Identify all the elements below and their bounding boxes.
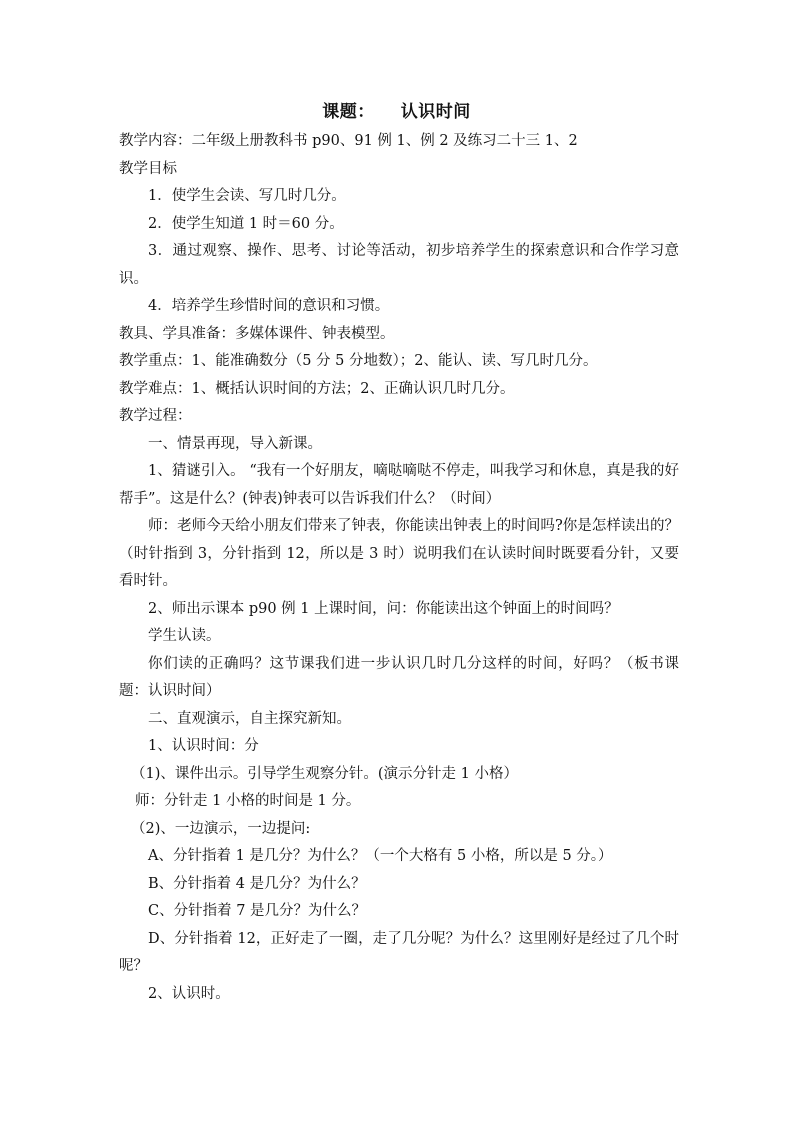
paragraph: 教学目标 — [119, 160, 177, 177]
paragraph: 1、猜谜引入。 “我有一个好朋友，嘀哒嘀哒不停走，叫我学习和休息，真是我的好帮手”。这是什么？(钟表)钟表可以告诉我们什么？（时间） — [119, 463, 679, 507]
paragraph: 师：老师今天给小朋友们带来了钟表，你能读出钟表上的时间吗?你是怎样读出的？（时针指到 3，分针指到 12，所以是 3 时）说明我们在认读时间时既要看分针，又要看时针。 — [119, 518, 679, 589]
paragraph: 4．培养学生珍惜时间的意识和习惯。 — [148, 298, 390, 314]
paragraph: 你们读的正确吗？这节课我们进一步认识几时几分这样的时间，好吗？（板书课题：认识时间） — [119, 655, 679, 699]
paragraph: 教学过程： — [119, 408, 192, 424]
paragraph: 1、认识时间：分 — [148, 738, 259, 754]
lesson-title — [0, 97, 793, 122]
lesson-title-text: 认识时间 — [400, 102, 471, 122]
paragraph: 师：分针走 1 小格的时间是 1 分。 — [135, 793, 361, 809]
paragraph: 学生认读。 — [148, 628, 221, 644]
lesson-body — [119, 128, 679, 1008]
paragraph: （1)、课件出示。引导学生观察分针。(演示分针走 1 小格） — [131, 765, 518, 782]
paragraph: 2、师出示课本 p90 例 1 上课时间，问：你能读出这个钟面上的时间吗？ — [148, 600, 619, 617]
paragraph: 二、直观演示，自主探究新知。 — [148, 710, 351, 727]
paragraph: 教学内容：二年级上册教科书 p90、91 例 1、例 2 及练习二十三 1、2 — [119, 133, 578, 149]
paragraph: （2)、一边演示，一边提问: — [131, 820, 311, 837]
paragraph: 教具、学具准备：多媒体课件、钟表模型。 — [119, 325, 395, 342]
paragraph: 1．使学生会读、写几时几分。 — [148, 188, 346, 204]
paragraph: 2．使学生知道 1 时＝60 分。 — [148, 215, 344, 232]
lesson-title-prefix: 课题： — [322, 102, 375, 122]
paragraph: 教学重点：1、能准确数分（5 分 5 分地数）；2、能认、读、写几时几分。 — [119, 353, 598, 369]
paragraph: D、分针指着 12，正好走了一圈，走了几分呢？为什么？这里刚好是经过了几个时呢？ — [119, 930, 679, 974]
paragraph: 教学难点：1、概括认识时间的方法；2、正确认识几时几分。 — [119, 380, 515, 397]
paragraph: B、分针指着 4 是几分？为什么？ — [148, 875, 366, 892]
paragraph: 3．通过观察、操作、思考、讨论等活动，初步培养学生的探索意识和合作学习意识。 — [119, 243, 679, 287]
paragraph: A、分针指着 1 是几分？为什么？（一个大格有 5 小格，所以是 5 分。） — [148, 848, 613, 864]
paragraph: 2、认识时。 — [148, 985, 230, 1002]
paragraph: C、分针指着 7 是几分？为什么？ — [148, 903, 367, 919]
paragraph: 一、情景再现，导入新课。 — [148, 435, 322, 452]
